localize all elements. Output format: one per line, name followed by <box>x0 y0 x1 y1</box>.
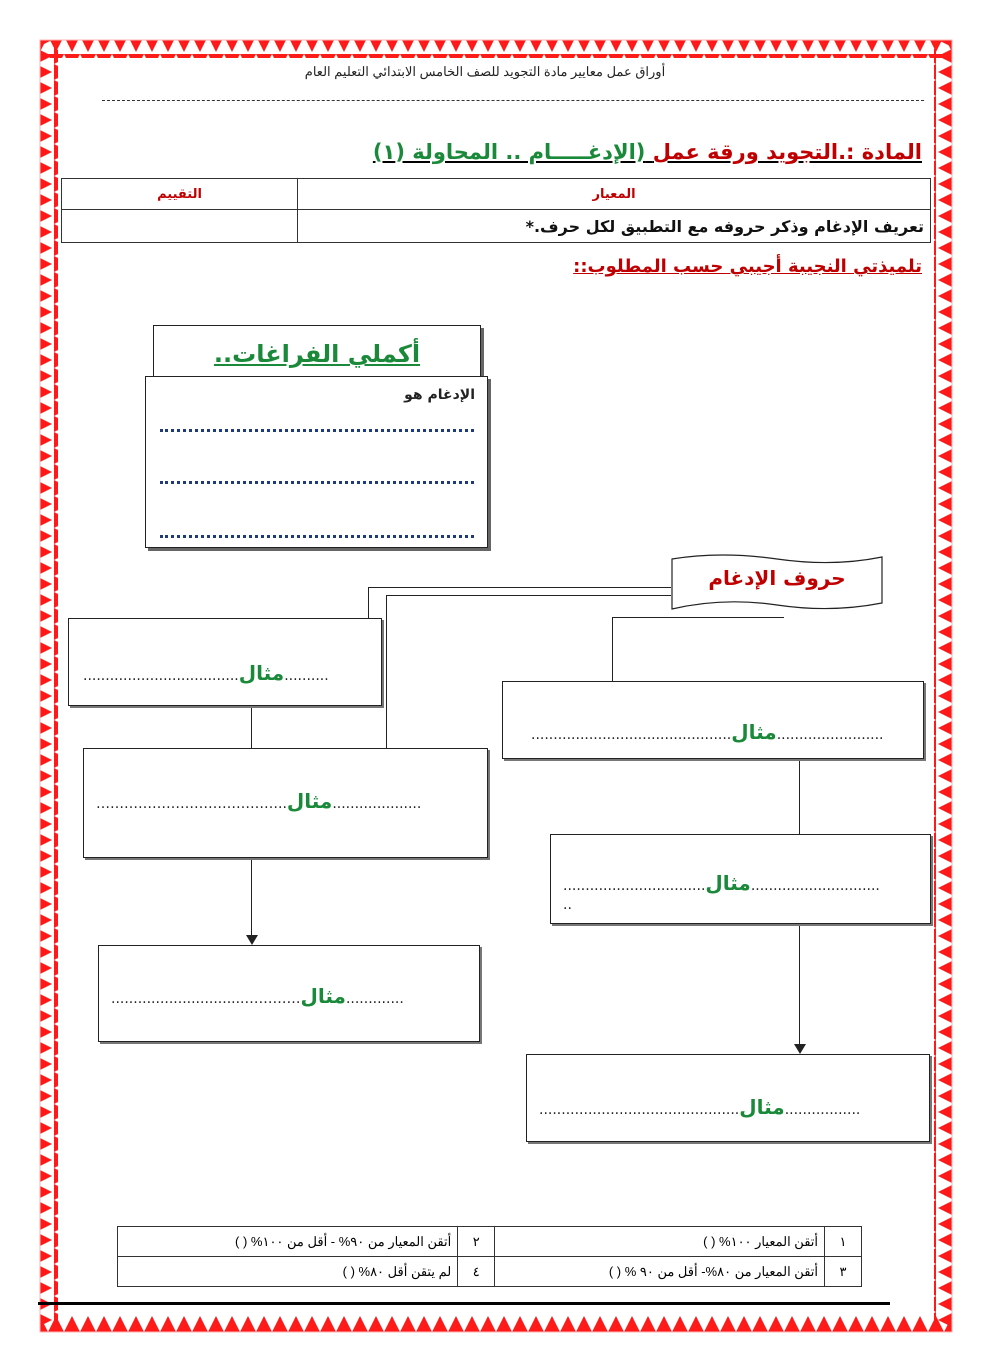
answer-dots[interactable]: ............................................. <box>531 727 732 743</box>
arrow-down-icon <box>246 935 258 945</box>
grading-option[interactable]: لم يتقن أقل ٨٠% ( ) <box>118 1257 458 1287</box>
answer-dots[interactable]: .................... <box>332 796 422 812</box>
example-box-4 <box>550 834 931 924</box>
example-box-5 <box>98 945 480 1042</box>
worksheet-title <box>373 140 922 164</box>
example-box-6 <box>526 1054 930 1142</box>
criterion-text: تعريف الإدغام وذكر حروفه مع التطبيق لكل حرف.* <box>298 210 931 243</box>
connector <box>386 595 671 596</box>
grading-number: ٤ <box>458 1257 495 1287</box>
bottom-rule <box>38 1302 890 1305</box>
example-word: مثال <box>705 871 751 895</box>
example-word: مثال <box>731 720 777 744</box>
answer-dots[interactable]: ............. <box>345 991 404 1007</box>
connector <box>368 587 369 619</box>
criteria-table <box>61 178 931 243</box>
connector <box>386 595 387 748</box>
table-row <box>118 1257 862 1287</box>
answer-dots[interactable]: ………………………………….. <box>96 796 287 812</box>
connector <box>612 617 784 618</box>
example-box-2 <box>502 681 924 759</box>
connector <box>251 857 252 937</box>
table-row <box>118 1227 862 1257</box>
example-word: مثال <box>739 1095 785 1119</box>
answer-dots[interactable]: ................................... <box>83 668 239 684</box>
grading-option[interactable]: أتقن المعيار من ٩٠% - أقل من ١٠٠% ( ) <box>118 1227 458 1257</box>
title-topic: (الإدغـــــام .. المحاولة (١) <box>372 140 646 164</box>
example-word: مثال <box>300 984 346 1008</box>
example-box-1 <box>68 618 382 706</box>
fill-blanks-title: أكملي الفراغات.. <box>153 325 481 383</box>
answer-line[interactable] <box>160 429 474 432</box>
definition-label: الإدغام هو <box>404 387 475 403</box>
answer-dots[interactable]: ............................................. <box>539 1102 740 1118</box>
answer-dots[interactable]: ........................ <box>776 727 884 743</box>
definition-box <box>145 376 488 548</box>
criterion-header: المعيار <box>298 179 931 210</box>
answer-dots[interactable]: ................. <box>784 1102 861 1118</box>
example-box-3 <box>83 748 488 858</box>
title-subject: المادة :.التجويد ورقة عمل <box>652 140 922 164</box>
answer-dots[interactable]: ................................ <box>563 878 706 894</box>
grading-number: ٢ <box>458 1227 495 1257</box>
answer-dots[interactable]: .......... <box>284 668 329 684</box>
answer-line[interactable] <box>160 535 474 538</box>
connector <box>612 617 613 681</box>
answer-dots[interactable]: ............................. <box>750 878 880 894</box>
connector <box>368 587 671 588</box>
page-header-text: أوراق عمل معايير مادة التجويد للصف الخامس الابتدائي التعليم العام <box>304 64 666 79</box>
connector <box>799 922 800 1045</box>
grading-option[interactable]: أتقن المعيار من ٨٠%- أقل من ٩٠ % ( ) <box>495 1257 825 1287</box>
grading-table <box>117 1226 862 1287</box>
answer-dots[interactable]: .. <box>563 897 572 913</box>
answer-dots[interactable]: ..............................………… <box>111 991 301 1007</box>
evaluation-header: التقييم <box>62 179 298 210</box>
grading-number: ١ <box>825 1227 862 1257</box>
answer-line[interactable] <box>160 481 474 484</box>
header-separator <box>102 100 924 101</box>
letters-banner-title: حروف الإدغام <box>708 566 846 590</box>
connector <box>251 704 252 749</box>
evaluation-cell[interactable] <box>62 210 298 243</box>
grading-option[interactable]: أتقن المعيار ١٠٠% ( ) <box>495 1227 825 1257</box>
arrow-down-icon <box>794 1044 806 1054</box>
connector <box>799 757 800 834</box>
grading-number: ٣ <box>825 1257 862 1287</box>
example-word: مثال <box>286 789 333 813</box>
instruction-text: تلميذتي النجيبة أجيبي حسب المطلوب:: <box>573 256 922 277</box>
example-word: مثال <box>238 661 285 685</box>
